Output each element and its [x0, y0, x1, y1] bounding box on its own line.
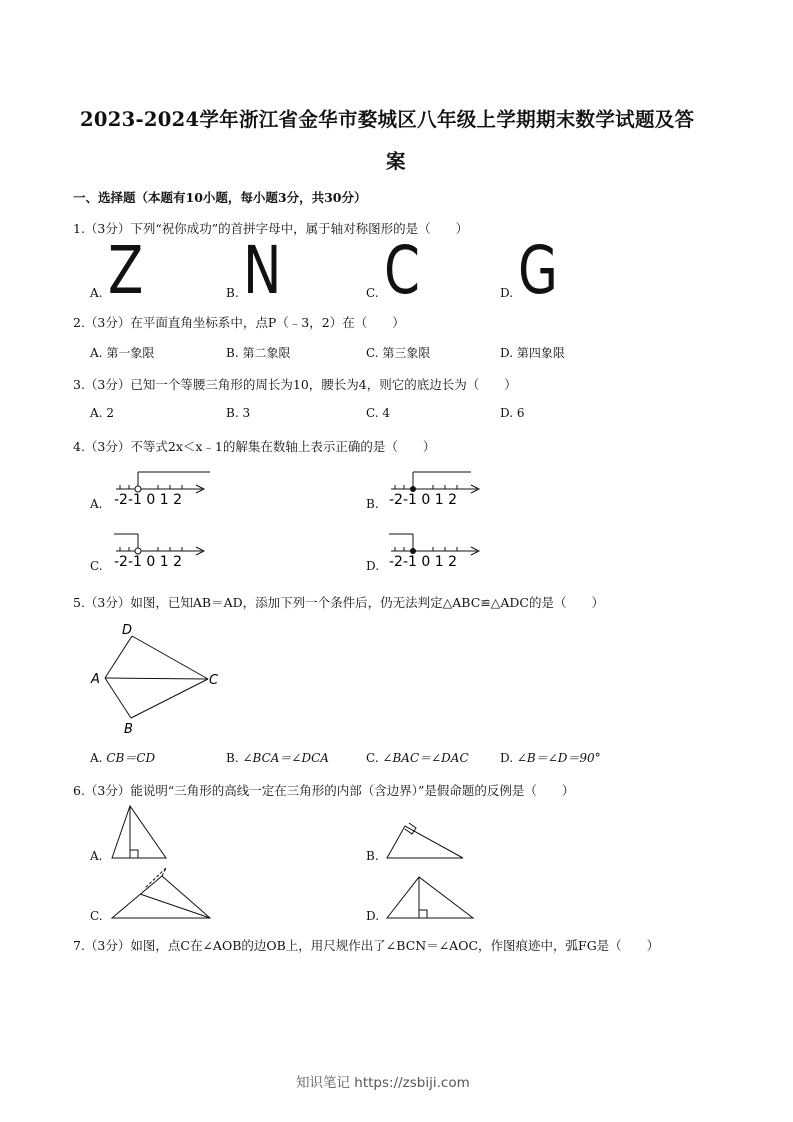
q5-option-b	[226, 749, 329, 766]
q4-option-a-axis-labels: -2-1 0 1 2	[114, 492, 182, 508]
q2-option-a	[90, 344, 154, 361]
q3-option-a-text: 2	[106, 406, 114, 420]
q4-option-d-numberline	[387, 530, 487, 570]
q2-option-d-label: D.	[500, 346, 514, 360]
q3-option-c	[366, 406, 390, 420]
q5-label-c: C	[209, 673, 219, 688]
q5-option-b-label: B.	[226, 751, 239, 765]
q1-option-a-label: A.	[90, 286, 103, 300]
q5-option-c	[366, 749, 469, 766]
q2-option-b-text: 第二象限	[242, 346, 291, 360]
section-header: 一、选择题（本题有10小题，每小题3分，共30分）	[73, 190, 367, 205]
q3-option-c-label: C.	[366, 406, 379, 420]
question-4-stem: 4.（3分）不等式2x＜x﹣1的解集在数轴上表示正确的是（ ）	[73, 439, 436, 454]
q3-option-d-text: 6	[516, 406, 525, 420]
footer-watermark: 知识笔记 https://zsbiji.com	[296, 1075, 470, 1091]
q5-label-d: D	[122, 623, 133, 638]
q1-option-a-glyph: Z	[108, 232, 144, 309]
q6-option-a-triangle	[108, 803, 173, 861]
q4-option-d-axis-labels: -2-1 0 1 2	[389, 554, 457, 570]
q5-option-a-text: CB＝CD	[106, 751, 156, 765]
question-5-stem: 5.（3分）如图，已知AB＝AD，添加下列一个条件后，仍无法判定△ABC≌△ADC的是（ ）	[73, 595, 604, 610]
q2-option-b-label: B.	[226, 346, 239, 360]
q5-option-a	[90, 749, 155, 766]
q5-option-b-text: ∠BCA＝∠DCA	[242, 751, 329, 765]
q5-label-a: A	[91, 672, 100, 687]
q4-option-b-numberline	[387, 468, 487, 508]
q2-option-c	[366, 344, 430, 361]
q4-option-b-axis-labels: -2-1 0 1 2	[389, 492, 457, 508]
page-title-line2: 案	[386, 150, 406, 173]
q5-option-a-label: A.	[90, 751, 103, 765]
q3-option-d-label: D.	[500, 406, 514, 420]
q4-option-b-label: B.	[366, 497, 379, 511]
q5-option-d-label: D.	[500, 751, 514, 765]
q2-option-a-label: A.	[90, 346, 103, 360]
q6-option-d-triangle	[385, 874, 477, 922]
q5-option-d-text: ∠B＝∠D＝90°	[516, 751, 601, 765]
q6-option-a-label: A.	[90, 849, 103, 863]
question-2-stem: 2.（3分）在平面直角坐标系中，点P（﹣3，2）在（ ）	[73, 315, 405, 330]
q1-option-b-glyph: N	[243, 232, 282, 309]
q2-option-c-text: 第三象限	[382, 346, 431, 360]
q5-option-d	[500, 749, 601, 766]
q3-option-b-text: 3	[242, 406, 251, 420]
q1-option-d-glyph: G	[518, 232, 558, 309]
q2-option-a-text: 第一象限	[106, 346, 155, 360]
q3-option-b-label: B.	[226, 406, 239, 420]
q1-option-b-label: B.	[226, 286, 239, 300]
q5-label-b: B	[124, 722, 133, 737]
q6-option-d-label: D.	[366, 909, 380, 923]
q4-option-a-label: A.	[90, 497, 103, 511]
question-3-stem: 3.（3分）已知一个等腰三角形的周长为10，腰长为4，则它的底边长为（ ）	[73, 377, 517, 392]
q1-option-c-glyph: C	[384, 232, 420, 309]
q3-option-d	[500, 406, 524, 420]
q5-figure-quadrilateral	[88, 620, 228, 738]
q2-option-b	[226, 344, 290, 361]
q4-option-d-label: D.	[366, 559, 380, 573]
q2-option-d-text: 第四象限	[516, 346, 565, 360]
q1-option-c-label: C.	[366, 286, 379, 300]
q4-option-c-label: C.	[90, 559, 103, 573]
q4-option-c-numberline	[112, 530, 212, 570]
q2-option-c-label: C.	[366, 346, 379, 360]
q5-option-c-label: C.	[366, 751, 379, 765]
question-7-stem: 7.（3分）如图，点C在∠AOB的边OB上，用尺规作出了∠BCN＝∠AOC，作图痕迹中，弧FG是（ ）	[73, 938, 660, 953]
q5-option-c-text: ∠BAC＝∠DAC	[382, 751, 469, 765]
question-1-stem: 1.（3分）下列“祝你成功”的首拼字母中，属于轴对称图形的是（ ）	[73, 221, 469, 236]
q3-option-a	[90, 406, 114, 420]
q3-option-a-label: A.	[90, 406, 103, 420]
q1-option-d-label: D.	[500, 286, 514, 300]
q4-option-a-numberline	[112, 468, 212, 508]
q2-option-d	[500, 344, 565, 361]
page-title-line1: 2023-2024学年浙江省金华市婺城区八年级上学期期末数学试题及答	[80, 108, 695, 131]
q3-option-b	[226, 406, 250, 420]
q3-option-c-text: 4	[382, 406, 391, 420]
q6-option-b-triangle	[385, 820, 467, 862]
q4-option-c-axis-labels: -2-1 0 1 2	[114, 554, 182, 570]
question-6-stem: 6.（3分）能说明“三角形的高线一定在三角形的内部（含边界）”是假命题的反例是（ ）	[73, 783, 575, 798]
q6-option-c-label: C.	[90, 909, 103, 923]
q6-option-b-label: B.	[366, 849, 379, 863]
q6-option-c-triangle	[108, 864, 216, 922]
